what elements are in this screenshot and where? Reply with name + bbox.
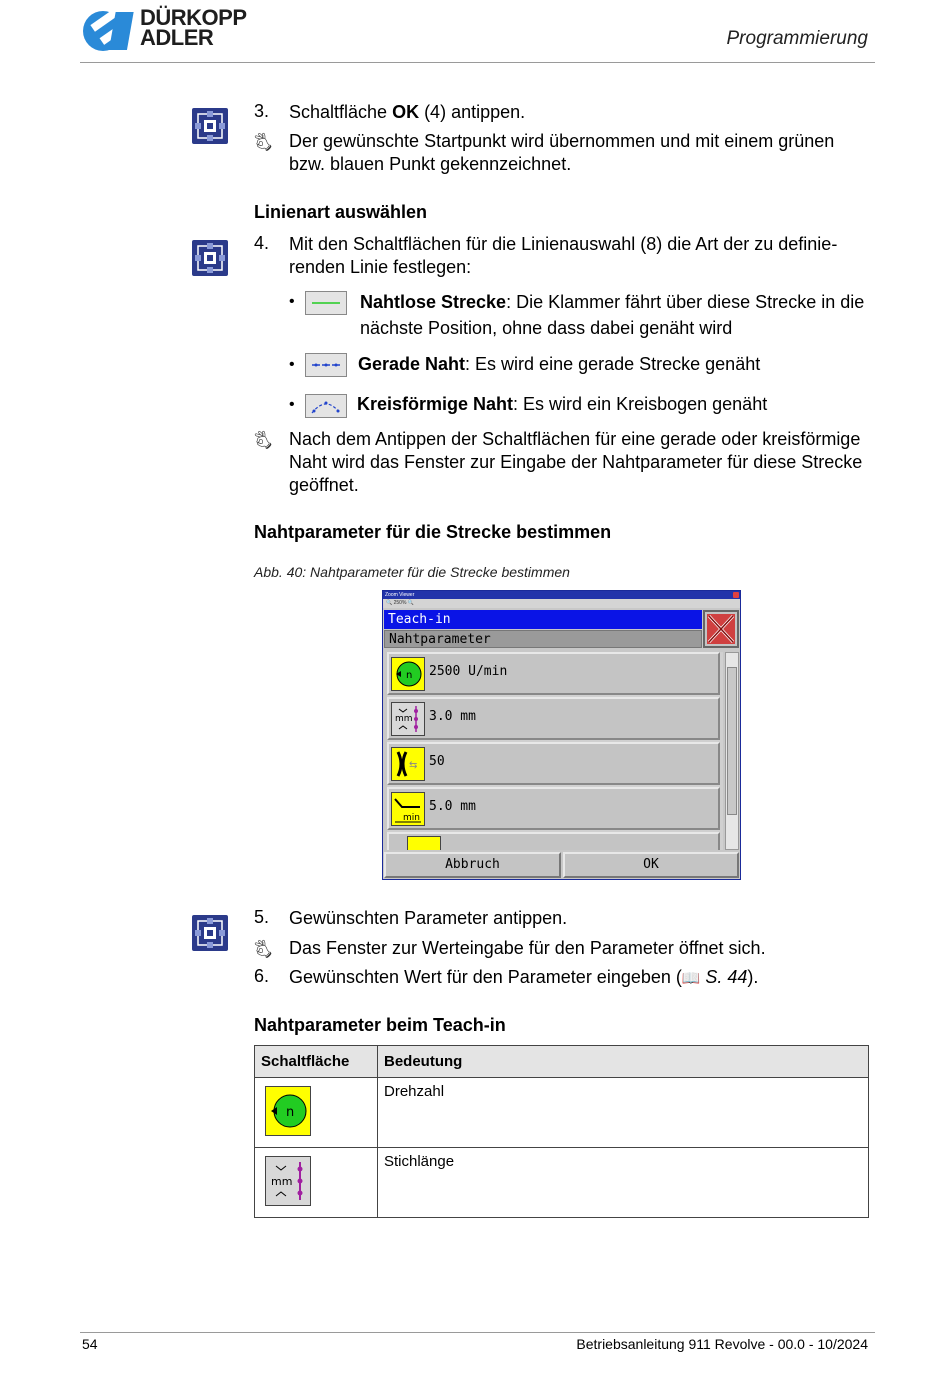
- logo-mark-icon: [82, 10, 136, 52]
- bullet-desc: : Es wird ein Kreisbogen genäht: [513, 394, 768, 414]
- stitch-length-icon: [265, 1156, 311, 1206]
- table-cell: Stichlänge: [378, 1148, 869, 1218]
- step-text: Gewünschten Parameter antippen.: [289, 908, 568, 928]
- result-arrow-icon: 🖏: [254, 432, 273, 452]
- param-row-stitch-length[interactable]: [387, 697, 720, 740]
- stitch-length-icon: [391, 702, 425, 736]
- svg-text:mm: mm: [271, 1175, 293, 1188]
- param-row-partial[interactable]: [387, 832, 720, 850]
- scrollbar-thumb[interactable]: [727, 667, 737, 815]
- table-header: Bedeutung: [378, 1046, 869, 1078]
- bullet-text: [358, 351, 760, 377]
- svg-text:n: n: [286, 1105, 295, 1120]
- zoom-level: 250%: [393, 600, 407, 606]
- speed-icon: [391, 657, 425, 691]
- cancel-button[interactable]: Abbruch: [384, 852, 561, 878]
- result-text: Nach dem Antippen der Schaltflächen für eine gerade oder kreisförmige Naht wird das Fenster zur Eingabe der Nahtparameter für diese Strecke geöffnet.: [289, 429, 863, 495]
- teach-in-screenshot: [382, 590, 741, 880]
- ok-button[interactable]: OK: [563, 852, 739, 878]
- param-value: 50: [429, 754, 445, 769]
- svg-text:min: min: [403, 813, 420, 823]
- parameter-table: [254, 1045, 869, 1218]
- logo-text: [140, 5, 247, 50]
- bullet-bold: Gerade Naht: [358, 354, 466, 374]
- param-value: 2500 U/min: [429, 664, 508, 679]
- step-text: Mit den Schaltflächen für die Linienauswahl (8) die Art der zu definierenden Linie festlegen:: [289, 234, 838, 277]
- zoom-out-icon[interactable]: 🔍: [386, 600, 393, 606]
- partial-param-icon: [407, 836, 441, 850]
- seamless-line-button-icon: [305, 291, 347, 315]
- param-value: 3.0 mm: [429, 709, 476, 724]
- logo-line-2: ADLER: [140, 25, 214, 50]
- bullet-desc: : Es wird eine gerade Strecke genäht: [465, 354, 761, 374]
- step-text: [289, 101, 874, 124]
- screen-title: Teach-in: [384, 610, 702, 629]
- step-text-post: ).: [747, 967, 759, 987]
- table-cell: [255, 1078, 378, 1148]
- step-number: 6.: [254, 966, 270, 986]
- table-row: [255, 1148, 869, 1218]
- result-text: Der gewünschte Startpunkt wird übernommen und mit einem grünen bzw. blauen Punkt gekennzeichnet.: [289, 131, 835, 174]
- header-divider: [80, 62, 875, 63]
- bullet-text: [357, 391, 767, 417]
- screen-subtitle: Nahtparameter: [384, 630, 702, 648]
- list-scrollbar[interactable]: [725, 652, 739, 850]
- logo-line-1: DÜRKOPP: [140, 5, 247, 30]
- parameter-list: [387, 652, 723, 850]
- viewer-titlebar: Zoom Viewer: [383, 591, 740, 599]
- bullet-bold: Kreisförmige Naht: [357, 394, 514, 414]
- bullet-mark: •: [289, 356, 295, 373]
- close-x-button[interactable]: [703, 610, 739, 648]
- figure-caption: Abb. 40: Nahtparameter für die Strecke bestimmen: [254, 564, 570, 580]
- viewer-close-icon[interactable]: [733, 592, 739, 598]
- step-text-pre: Schaltfläche: [289, 102, 393, 122]
- foot-height-icon: [391, 792, 425, 826]
- step-text-pre: Gewünschten Wert für den Parameter eingeben (: [289, 967, 682, 987]
- result-text: Das Fenster zur Werteingabe für den Parameter öffnet sich.: [289, 938, 766, 958]
- table-header: Schaltfläche: [255, 1046, 378, 1078]
- table-header-row: [255, 1046, 869, 1078]
- param-row-speed[interactable]: [387, 652, 720, 695]
- viewer-toolbar: [383, 599, 740, 608]
- svg-text:⇆: ⇆: [409, 760, 418, 771]
- table-cell: Drehzahl: [378, 1078, 869, 1148]
- action-hand-icon: [192, 108, 228, 144]
- action-hand-icon: [192, 915, 228, 951]
- zoom-in-icon[interactable]: 🔍: [407, 600, 415, 606]
- book-icon: 📖: [681, 969, 706, 987]
- clamp-icon: [391, 747, 425, 781]
- param-row-clamp[interactable]: [387, 742, 720, 785]
- step-number: 5.: [254, 907, 270, 927]
- svg-text:n: n: [406, 670, 413, 681]
- speed-icon: [265, 1086, 311, 1136]
- bullet-desc: : Die Klammer fährt über diese Strecke in die nächste Position, ohne dass dabei genäht wird: [360, 292, 865, 338]
- step-text-post: (4) antippen.: [419, 102, 526, 122]
- arc-seam-button-icon: [305, 394, 347, 418]
- page-reference-link[interactable]: S. 44: [705, 967, 748, 987]
- table-row: [255, 1078, 869, 1148]
- action-hand-icon: [192, 240, 228, 276]
- bullet-mark: •: [289, 293, 295, 310]
- step-text-bold: OK: [392, 102, 420, 122]
- step-number: 3.: [254, 101, 270, 121]
- result-arrow-icon: 🖏: [254, 941, 273, 961]
- result-arrow-icon: 🖏: [254, 134, 273, 154]
- heading-linienart: Linienart auswählen: [254, 202, 428, 222]
- svg-text:mm: mm: [395, 714, 413, 724]
- footer-divider: [80, 1332, 875, 1333]
- straight-seam-button-icon: [305, 353, 347, 377]
- heading-table: Nahtparameter beim Teach-in: [254, 1015, 506, 1035]
- page-number: 54: [82, 1336, 98, 1352]
- bullet-bold: Nahtlose Strecke: [360, 292, 507, 312]
- bullet-mark: •: [289, 396, 295, 413]
- document-reference: Betriebsanleitung 911 Revolve - 00.0 - 10/2024: [576, 1336, 868, 1352]
- step-number: 4.: [254, 233, 270, 253]
- close-x-icon: [705, 612, 737, 646]
- section-title: Programmierung: [726, 28, 868, 49]
- param-value: 5.0 mm: [429, 799, 476, 814]
- table-cell: [255, 1148, 378, 1218]
- step-text: [289, 966, 874, 990]
- bullet-text: [360, 289, 875, 341]
- param-row-foot-height[interactable]: [387, 787, 720, 830]
- heading-nahtparameter: Nahtparameter für die Strecke bestimmen: [254, 522, 612, 542]
